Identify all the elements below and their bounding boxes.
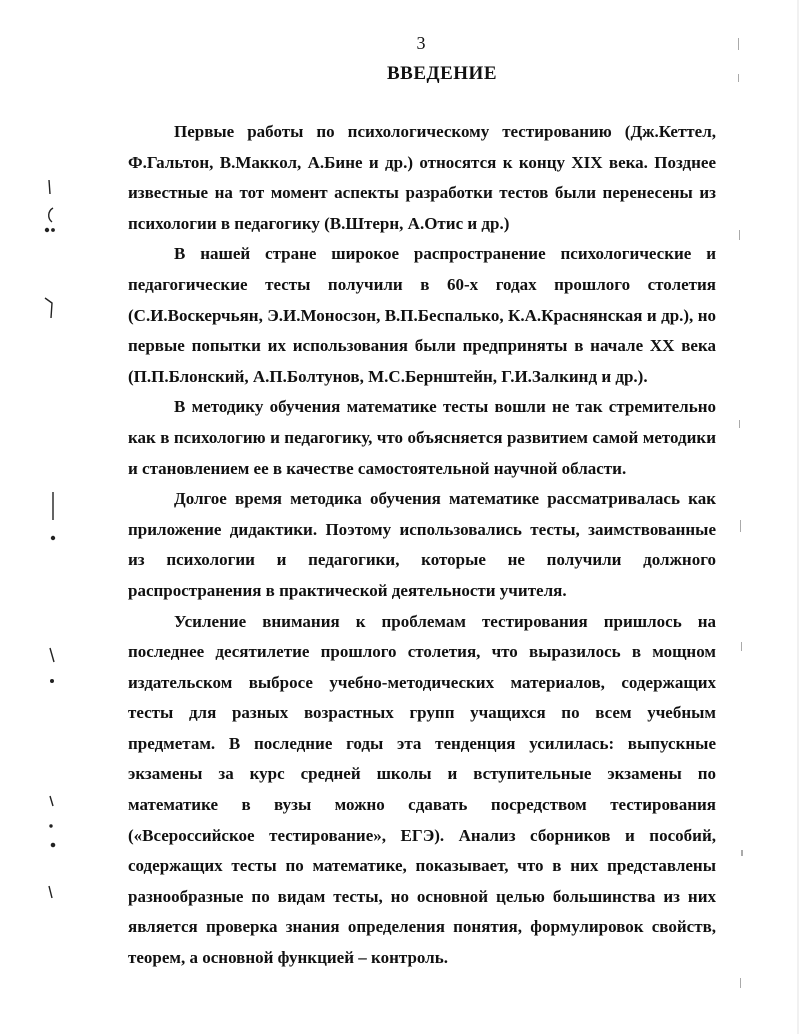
scan-mark [50, 796, 53, 806]
paragraph-1: Первые работы по психологическому тестированию (Дж.Кеттел, Ф.Гальтон, В.Маккол, А.Бине и др.) относятся к концу XIX века. Позднее известные на тот момент аспекты разработки тестов были перенесены из психологии в педагогику (В.Штерн, А.Отис и др.) [128, 122, 716, 233]
paragraph-5: Усиление внимания к проблемам тестирования пришлось на последнее десятилетие прошлого столетия, что выразилось в мощном издательском выбросе учебно-методических материалов, содержащих тесты для разных возрастных групп учащихся по всем учебным предметам. В последние годы эта тенденция усилилась: выпускные экзамены за курс средней школы и вступительные экзамены по математике в вузы можно сдавать посредством тестирования («Всероссийское тестирование», ЕГЭ). Анализ сборников и пособий, содержащих тесты по математике, показывает, что в них представлены разнообразные по видам тесты, но основной целью большинства из них является проверка знания определения понятия, формулировок свойств, теорем, а основной функцией – контроль. [128, 611, 716, 968]
paragraph-4: Долгое время методика обучения математике рассматривалась как приложение дидактики. Поэтому использовались тесты, заимствованные из психологии и педагогики, которые не получили должного распространения в практической деятельности учителя. [128, 489, 716, 600]
paragraph-2: В нашей стране широкое распространение психологические и педагогические тесты получили в 60-х годах прошлого столетия (С.И.Воскерчьян, Э.И.Моносзон, В.П.Беспалько, К.А.Краснянская и др.), но первые попытки их использования были предприняты в начале XX века (П.П.Блонский, А.П.Болтунов, М.С.Бернштейн, Г.И.Залкинд и др.). [128, 244, 716, 386]
left-margin-scan-artifacts [45, 180, 55, 898]
scan-mark [741, 642, 742, 651]
body-text [128, 117, 716, 974]
scan-mark [49, 886, 52, 898]
scan-mark [50, 648, 54, 662]
paragraph-3: В методику обучения математике тесты вошли не так стремительно как в психологию и педагогику, что объясняется развитием самой методики и становлением ее в качестве самостоятельной научной области. [128, 397, 716, 478]
page-number: 3 [416, 33, 426, 53]
scan-mark [739, 230, 740, 240]
scan-mark [49, 180, 50, 194]
scan-mark [740, 520, 741, 532]
scan-mark [739, 420, 740, 428]
right-margin-scan-artifacts [738, 38, 743, 988]
scan-mark [741, 850, 743, 856]
scan-mark [52, 537, 55, 540]
scan-mark [49, 208, 53, 222]
scan-mark [46, 229, 49, 232]
scan-mark [50, 825, 52, 827]
scan-mark [51, 843, 54, 846]
scan-mark [51, 680, 54, 683]
page-title: ВВЕДЕНИЕ [387, 63, 497, 84]
scan-mark [45, 298, 52, 318]
scan-mark [740, 978, 741, 988]
scan-mark [52, 229, 54, 231]
